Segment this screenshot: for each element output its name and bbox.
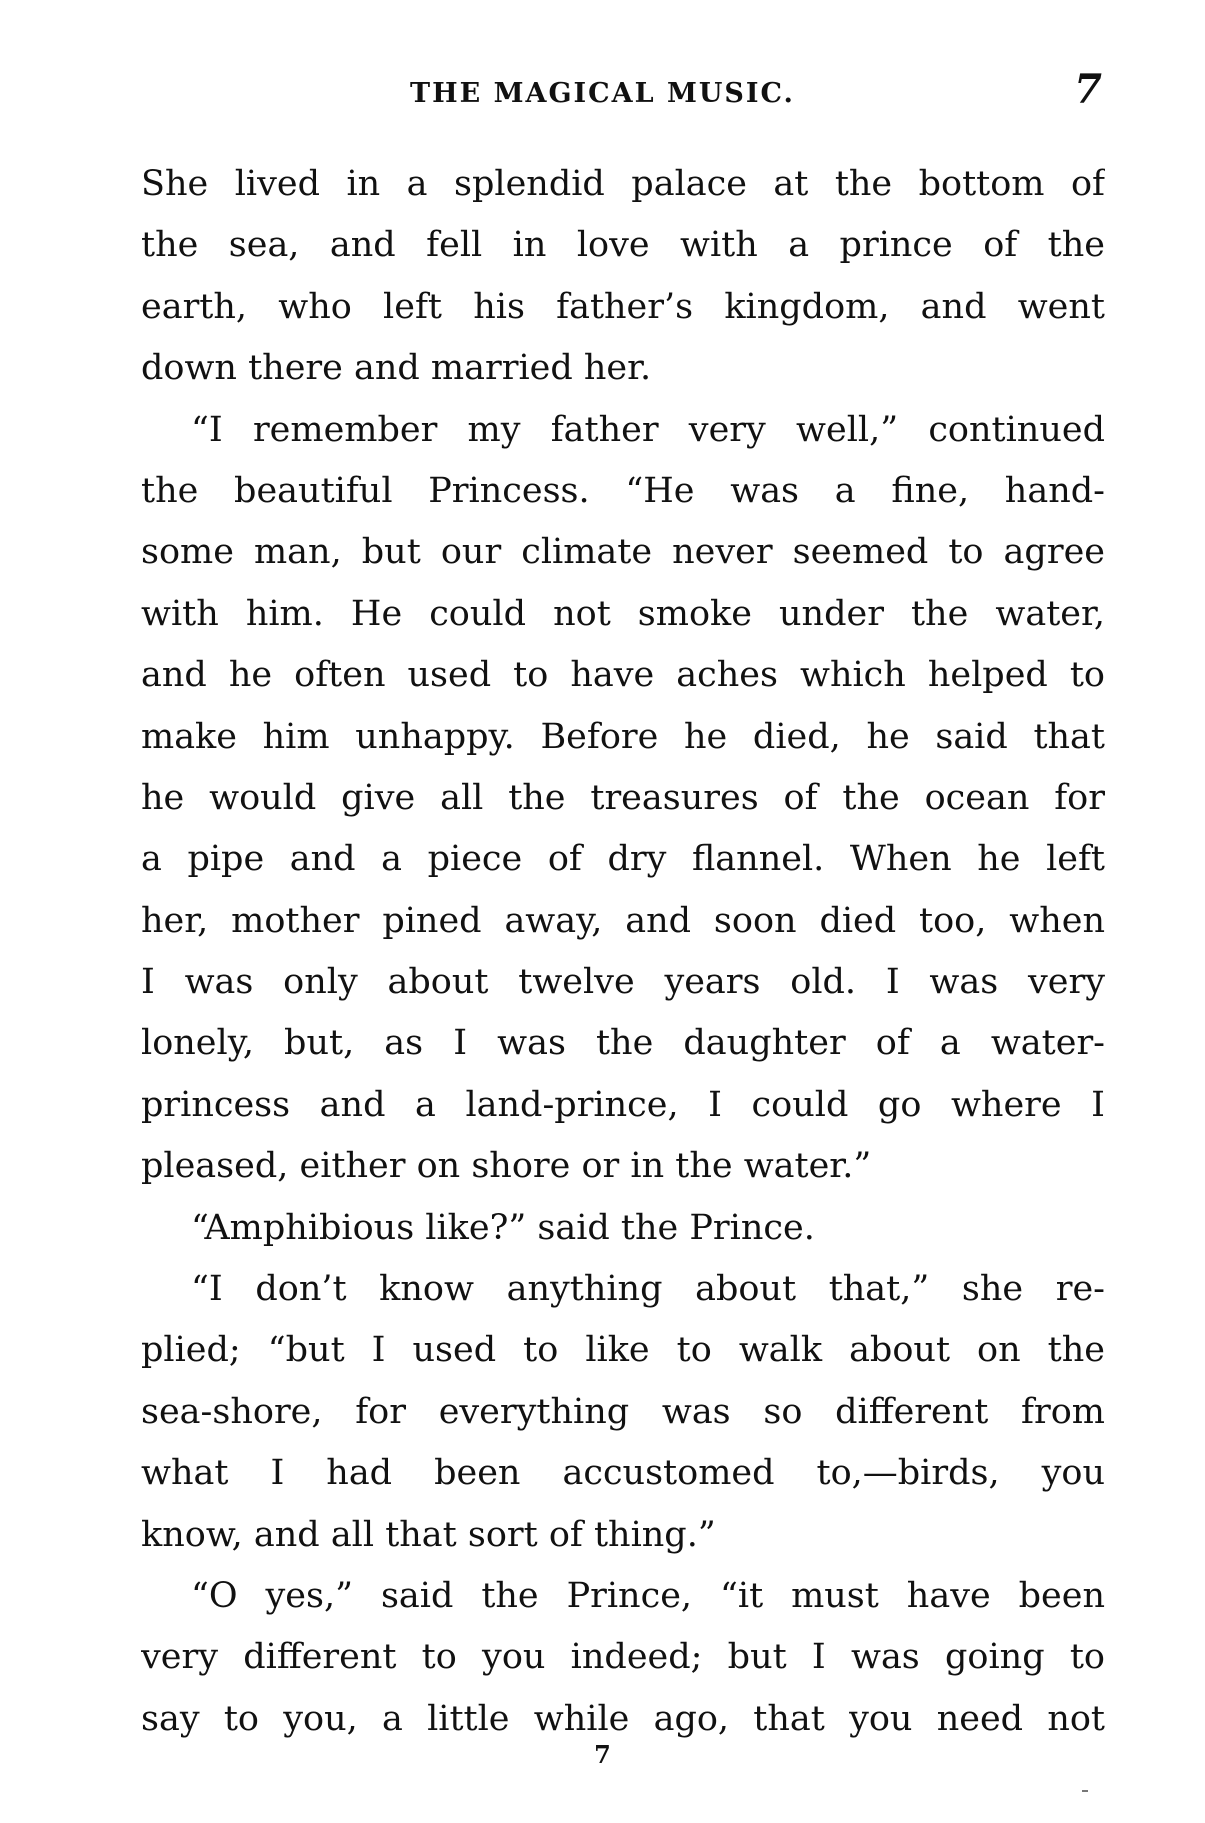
text-line: I was only about twelve years old. I was very [141, 962, 1105, 1003]
text-line: some man, but our climate never seemed to agree [141, 532, 1105, 573]
text-line: She lived in a splendid palace at the bottom of [141, 164, 1105, 204]
text-line: down there and married her. [141, 348, 652, 389]
text-line: the sea, and fell in love with a prince of the [141, 225, 1105, 266]
running-title: THE MAGICAL MUSIC. [410, 78, 795, 109]
text-line: earth, who left his father’s kingdom, and went [141, 286, 1105, 327]
text-line: her, mother pined away, and soon died too, when [141, 900, 1105, 941]
text-line: very different to you indeed; but I was going to [141, 1637, 1105, 1678]
text-line: the beautiful Princess. “He was a fine, hand- [141, 470, 1105, 511]
body-text [141, 154, 1105, 1750]
signature-mark: 7 [594, 1740, 611, 1769]
print-speck [1082, 1790, 1088, 1792]
text-line: make him unhappy. Before he died, he said that [141, 716, 1105, 757]
text-line: “I don’t know anything about that,” she re- [191, 1269, 1105, 1310]
text-line: he would give all the treasures of the ocean for [141, 777, 1105, 818]
text-line: “Amphibious like?” said the Prince. [191, 1207, 815, 1248]
page-number: 7 [1074, 66, 1102, 113]
text-line: a pipe and a piece of dry flannel. When he left [141, 839, 1105, 880]
text-line: and he often used to have aches which helped to [141, 655, 1105, 696]
text-line: princess and a land-prince, I could go where I [141, 1084, 1105, 1125]
text-line: “I remember my father very well,” continued [191, 409, 1105, 450]
text-line: lonely, but, as I was the daughter of a water- [141, 1023, 1105, 1064]
text-line: with him. He could not smoke under the water, [141, 593, 1105, 634]
text-line: pleased, either on shore or in the water.” [141, 1146, 872, 1187]
text-line: what I had been accustomed to,—birds, you [141, 1453, 1105, 1494]
text-line: know, and all that sort of thing.” [141, 1514, 716, 1555]
text-line: say to you, a little while ago, that you need not [141, 1698, 1105, 1739]
text-line: “O yes,” said the Prince, “it must have been [191, 1575, 1105, 1616]
text-line: plied; “but I used to like to walk about on the [141, 1330, 1105, 1371]
text-line: sea-shore, for everything was so different from [141, 1391, 1105, 1432]
